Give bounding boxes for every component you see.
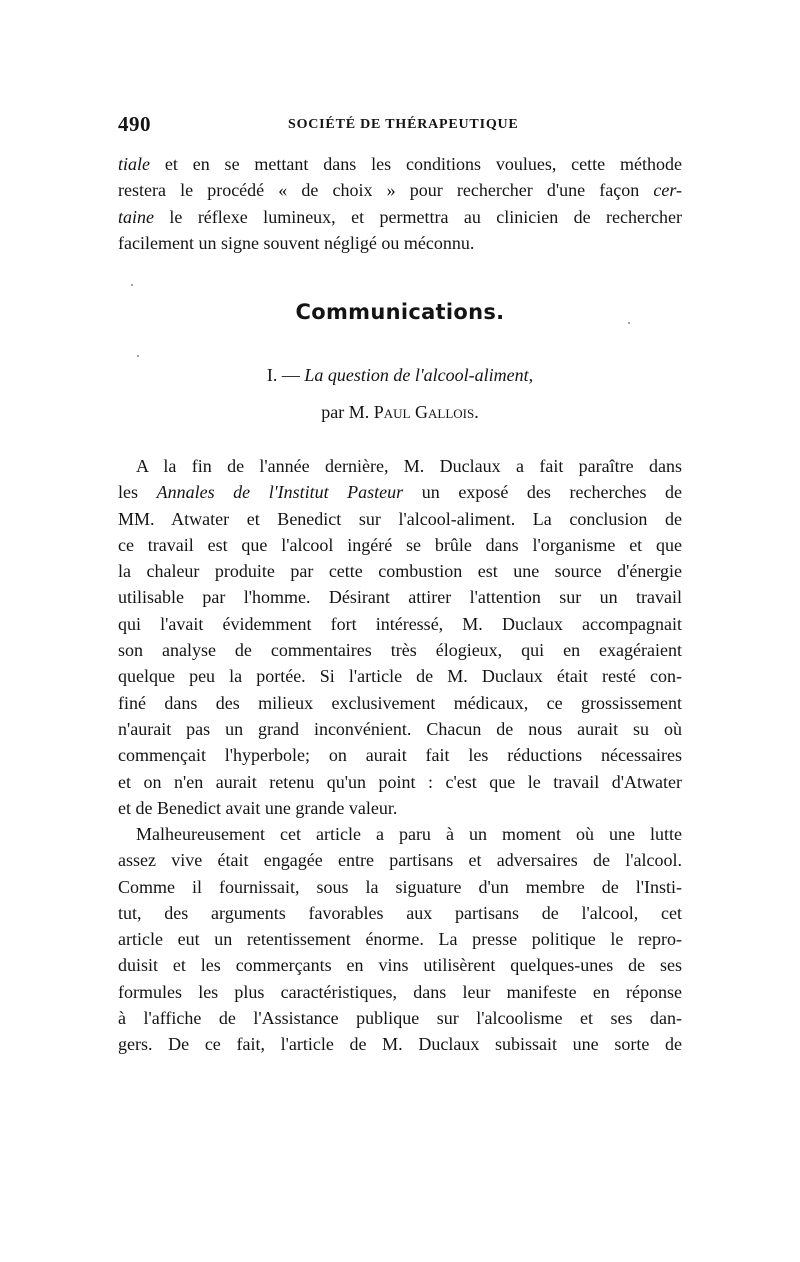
- intro-paragraph: [118, 151, 682, 256]
- text-line: et de Benedict avait une grande valeur.: [118, 797, 398, 818]
- page-header: [118, 112, 682, 136]
- text-line: restera le procédé « de choix » pour rechercher d'une façon cer-: [118, 180, 682, 201]
- running-head: SOCIÉTÉ DE THÉRAPEUTIQUE: [288, 117, 519, 132]
- article-number: I. —: [266, 365, 305, 385]
- text-line: quelque peu la portée. Si l'article de M. Duclaux était resté con-: [118, 666, 682, 687]
- text-line: la chaleur produite par cette combustion est une source d'énergie: [118, 561, 682, 582]
- text-line: formules les plus caractéristiques, dans leur manifeste en réponse: [118, 981, 682, 1002]
- print-speck: [131, 284, 133, 286]
- section-heading: Communications.: [295, 300, 505, 324]
- text-line: et on n'en aurait retenu qu'un point : c'est que le travail d'Atwater: [118, 771, 682, 792]
- text-line: tiale et en se mettant dans les conditions voulues, cette méthode: [118, 154, 682, 174]
- text-line: ce travail est que l'alcool ingéré se brûle dans l'organisme et que: [118, 534, 682, 555]
- text-line: les Annales de l'Institut Pasteur un exposé des recherches de: [118, 482, 682, 503]
- text-line: article eut un retentissement énorme. La presse politique le repro-: [118, 929, 682, 950]
- text-line: commençait l'hyperbole; on aurait fait les réductions nécessaires: [118, 745, 682, 766]
- print-speck: [137, 355, 139, 357]
- body-paragraph-2: [118, 821, 682, 1058]
- author-name: Paul Gallois.: [373, 402, 479, 422]
- text-line: MM. Atwater et Benedict sur l'alcool-aliment. La conclusion de: [118, 508, 682, 529]
- article-title: [118, 365, 682, 386]
- text-line: duisit et les commerçants en vins utilisèrent quelques-unes de ses: [118, 955, 682, 976]
- text-line: assez vive était engagée entre partisans et adversaires de l'alcool.: [118, 850, 682, 871]
- text-line: A la fin de l'année dernière, M. Duclaux a fait paraître dans: [136, 456, 682, 476]
- text-line: qui l'avait évidemment fort intéressé, M. Duclaux accompagnait: [118, 613, 682, 634]
- text-line: tut, des arguments favorables aux partisans de l'alcool, cet: [118, 902, 682, 923]
- text-line: gers. De ce fait, l'article de M. Duclaux subissait une sorte de: [118, 1034, 682, 1055]
- text-line: Malheureusement cet article a paru à un moment où une lutte: [136, 824, 682, 844]
- text-line: finé dans des milieux exclusivement médicaux, ce grossissement: [118, 692, 682, 713]
- text-line: n'aurait pas un grand inconvénient. Chacun de nous aurait su où: [118, 718, 682, 739]
- author-byline: par M. Paul Gallois.: [321, 402, 479, 422]
- text-line: utilisable par l'homme. Désirant attirer l'attention sur un travail: [118, 587, 682, 608]
- body-paragraph-1: [118, 453, 682, 821]
- article-title-text: La question de l'alcool-aliment,: [304, 365, 534, 385]
- page-number: 490: [118, 112, 151, 136]
- text-line: taine le réflexe lumineux, et permettra au clinicien de rechercher: [118, 206, 682, 227]
- text-line: facilement un signe souvent négligé ou méconnu.: [118, 232, 475, 253]
- text-line: à l'affiche de l'Assistance publique sur l'alcoolisme et ses dan-: [118, 1008, 682, 1029]
- text-line: son analyse de commentaires très élogieux, qui en exagéraient: [118, 640, 682, 661]
- print-speck: [628, 322, 630, 324]
- text-line: Comme il fournissait, sous la siguature d'un membre de l'Insti-: [118, 876, 682, 897]
